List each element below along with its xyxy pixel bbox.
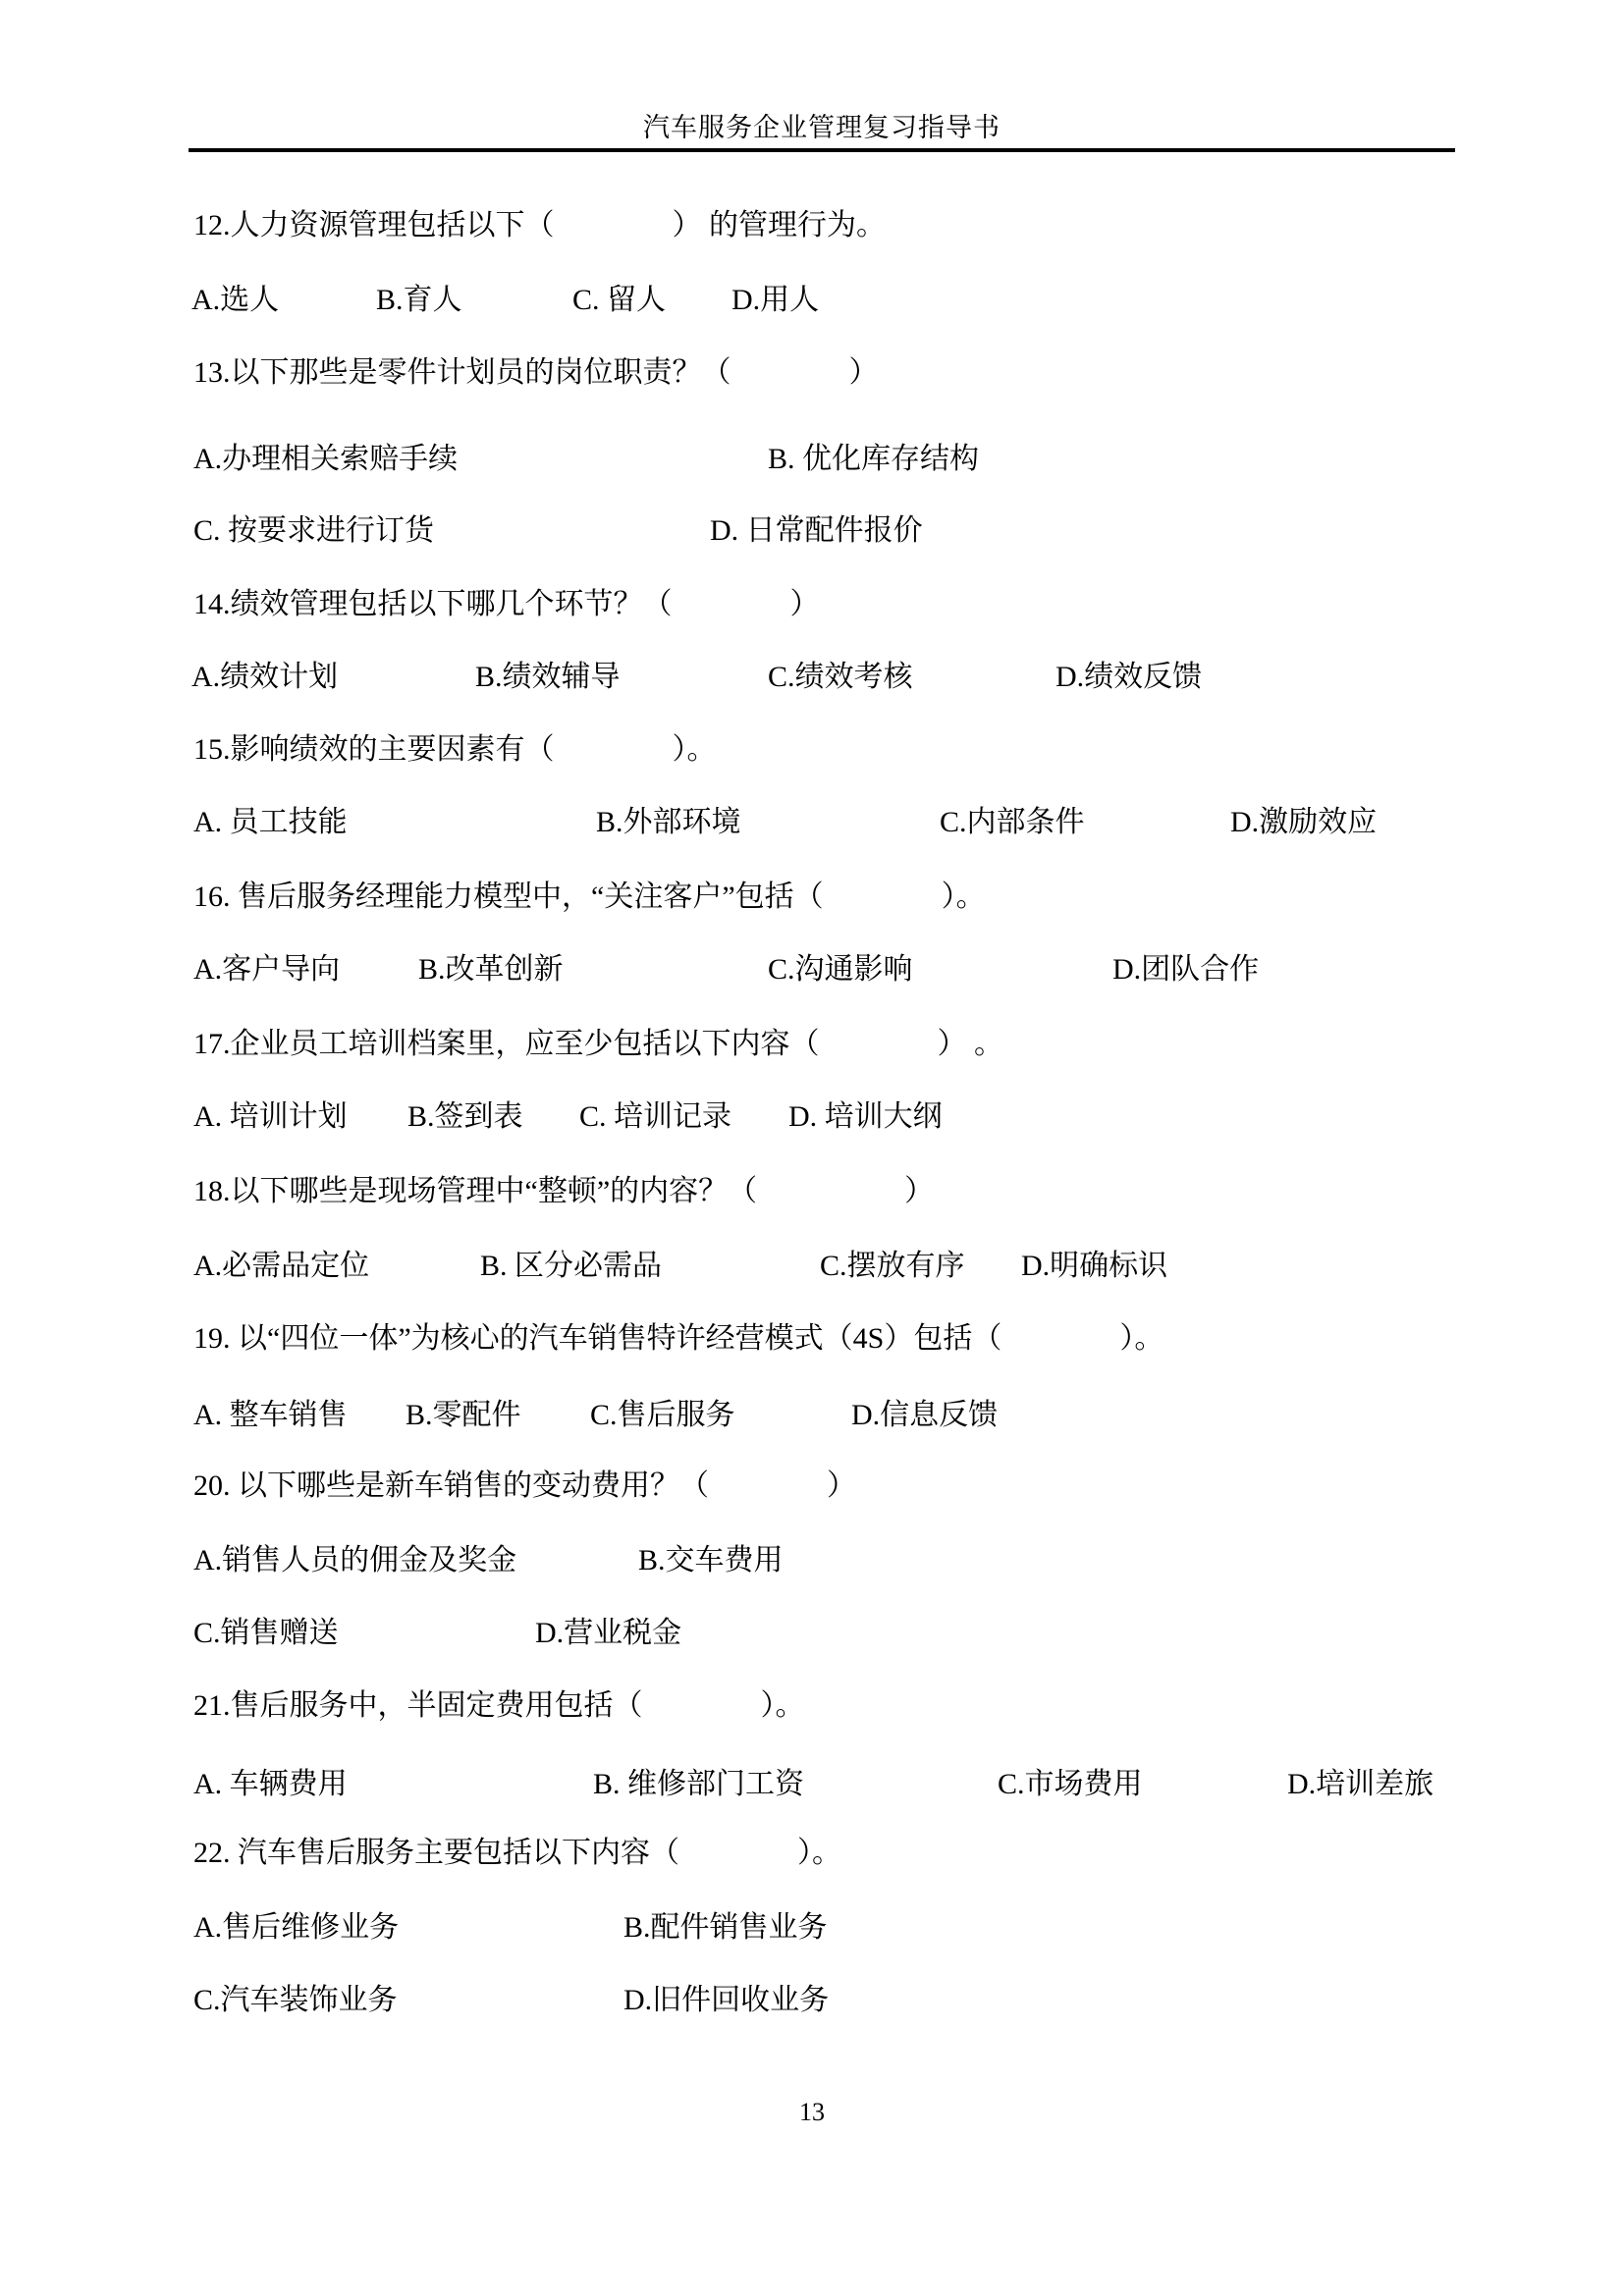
question-12-text: 12.人力资源管理包括以下（ ） 的管理行为。 (193, 209, 886, 241)
question-18-option-row (0, 1249, 1624, 1290)
question-22-text: 22. 汽车售后服务主要包括以下内容（ ）。 (193, 1837, 841, 1869)
question-20-option-C: C.销售赠送 (193, 1617, 339, 1649)
question-16-text: 16. 售后服务经理能力模型中，“关注客户”包括（ ）。 (193, 881, 986, 913)
question-14-option-C: C.绩效考核 (768, 661, 913, 693)
question-15-option-C: C.内部条件 (940, 806, 1085, 838)
question-20-line (0, 1468, 1624, 1510)
question-19-option-row (0, 1398, 1624, 1439)
question-14-option-B: B.绩效辅导 (475, 661, 621, 693)
question-14-line (0, 587, 1624, 628)
question-21-option-D: D.培训差旅 (1287, 1768, 1435, 1800)
question-21-option-row (0, 1767, 1624, 1808)
question-13-option-row (0, 442, 1624, 483)
question-19-line (0, 1321, 1624, 1362)
question-14-option-A: A.绩效计划 (191, 661, 339, 693)
question-18-option-B: B. 区分必需品 (480, 1250, 663, 1282)
question-13-option-B: B. 优化库存结构 (768, 443, 980, 475)
question-19-option-A: A. 整车销售 (193, 1399, 348, 1431)
question-22-line (0, 1836, 1624, 1877)
question-16-option-B: B.改革创新 (418, 953, 564, 986)
question-22-option-B: B.配件销售业务 (623, 1911, 828, 1944)
question-20-option-row (0, 1543, 1624, 1584)
question-12-option-row (0, 283, 1624, 324)
question-20-option-D: D.营业税金 (535, 1617, 682, 1649)
question-16-option-A: A.客户导向 (193, 953, 341, 986)
question-21-option-A: A. 车辆费用 (193, 1768, 348, 1800)
question-12-option-C: C. 留人 (572, 284, 667, 316)
header-title: 汽车服务企业管理复习指导书 (643, 113, 1001, 142)
question-15-text: 15.影响绩效的主要因素有（ ）。 (193, 733, 717, 766)
question-20-option-B: B.交车费用 (638, 1544, 784, 1576)
question-22-option-row (0, 1910, 1624, 1951)
question-13-option-D: D. 日常配件报价 (710, 514, 923, 547)
question-18-text: 18.以下哪些是现场管理中“整顿”的内容？（ ） (193, 1175, 935, 1207)
question-19-option-B: B.零配件 (406, 1399, 521, 1431)
question-17-option-D: D. 培训大纲 (788, 1100, 943, 1133)
question-15-option-B: B.外部环境 (596, 806, 741, 838)
question-17-option-A: A. 培训计划 (193, 1100, 348, 1133)
question-21-line (0, 1688, 1624, 1730)
question-17-line (0, 1027, 1624, 1068)
question-21-option-C: C.市场费用 (998, 1768, 1143, 1800)
question-20-option-A: A.销售人员的佣金及奖金 (193, 1544, 517, 1576)
question-14-option-row (0, 660, 1624, 701)
question-22-option-C: C.汽车装饰业务 (193, 1984, 398, 2016)
question-15-line (0, 732, 1624, 774)
question-16-option-row (0, 952, 1624, 993)
question-14-text: 14.绩效管理包括以下哪几个环节？（ ） (193, 588, 820, 620)
question-14-option-D: D.绩效反馈 (1056, 661, 1203, 693)
question-13-option-A: A.办理相关索赔手续 (193, 443, 459, 475)
question-12-option-D: D.用人 (731, 284, 820, 316)
question-13-line (0, 355, 1624, 397)
question-16-option-D: D.团队合作 (1112, 953, 1260, 986)
question-17-option-B: B.签到表 (407, 1100, 523, 1133)
question-22-option-D: D.旧件回收业务 (623, 1984, 830, 2016)
question-13-option-C: C. 按要求进行订货 (193, 514, 435, 547)
question-19-option-C: C.售后服务 (590, 1399, 735, 1431)
question-16-line (0, 880, 1624, 921)
question-12-line (0, 208, 1624, 249)
question-18-option-C: C.摆放有序 (820, 1250, 965, 1282)
question-18-line (0, 1174, 1624, 1215)
question-19-text: 19. 以“四位一体”为核心的汽车销售特许经营模式（4S）包括（ ）。 (193, 1322, 1164, 1355)
question-12-option-A: A.选人 (191, 284, 280, 316)
question-21-option-B: B. 维修部门工资 (593, 1768, 805, 1800)
question-15-option-D: D.激励效应 (1230, 806, 1378, 838)
question-16-option-C: C.沟通影响 (768, 953, 913, 986)
question-15-option-row (0, 805, 1624, 846)
question-19-option-D: D.信息反馈 (851, 1399, 999, 1431)
footer-page-number: 13 (799, 2098, 825, 2126)
question-22-option-row (0, 1983, 1624, 2024)
question-20-option-row (0, 1616, 1624, 1657)
question-13-option-row (0, 513, 1624, 555)
question-12-option-B: B.育人 (376, 284, 462, 316)
question-21-text: 21.售后服务中，半固定费用包括（ ）。 (193, 1689, 805, 1722)
question-13-text: 13.以下那些是零件计划员的岗位职责？（ ） (193, 356, 879, 389)
question-17-text: 17.企业员工培训档案里，应至少包括以下内容（ ） 。 (193, 1028, 1003, 1060)
question-22-option-A: A.售后维修业务 (193, 1911, 400, 1944)
question-17-option-row (0, 1099, 1624, 1141)
question-18-option-A: A.必需品定位 (193, 1250, 370, 1282)
question-20-text: 20. 以下哪些是新车销售的变动费用？（ ） (193, 1469, 856, 1502)
question-15-option-A: A. 员工技能 (193, 806, 348, 838)
question-18-option-D: D.明确标识 (1021, 1250, 1168, 1282)
question-17-option-C: C. 培训记录 (579, 1100, 732, 1133)
